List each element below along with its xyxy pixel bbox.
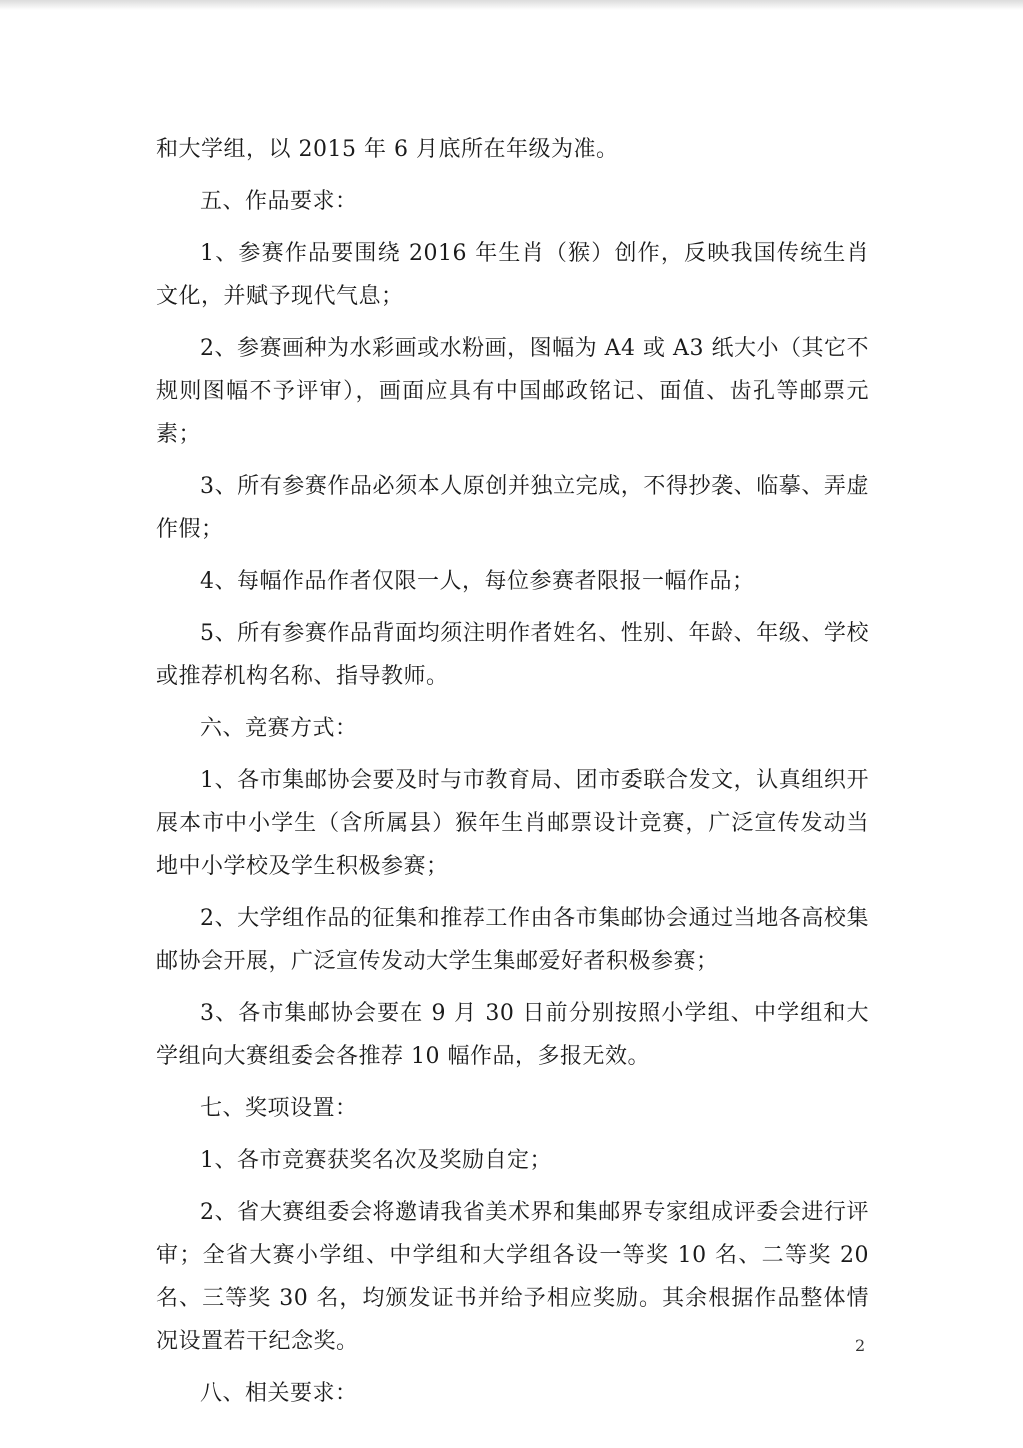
paragraph: 2、大学组作品的征集和推荐工作由各市集邮协会通过当地各高校集邮协会开展，广泛宣传发动大学生集邮爱好者积极参赛； — [156, 906, 869, 974]
paragraph: 1、各市竞赛获奖名次及奖励自定； — [200, 1148, 552, 1173]
paragraph: 1、参赛作品要围绕 2016 年生肖（猴）创作，反映我国传统生肖文化，并赋予现代气息； — [156, 241, 869, 309]
scan-top-edge — [0, 0, 1023, 10]
paragraph: 3、所有参赛作品必须本人原创并独立完成，不得抄袭、临摹、弄虚作假； — [156, 474, 869, 542]
paragraph: 5、所有参赛作品背面均须注明作者姓名、性别、年龄、年级、学校或推荐机构名称、指导教师。 — [156, 621, 869, 689]
section-heading: 五、作品要求： — [200, 189, 358, 214]
document-body — [156, 128, 869, 1424]
paragraph: 2、参赛画种为水彩画或水粉画，图幅为 A4 或 A3 纸大小（其它不规则图幅不予评审），画面应具有中国邮政铭记、面值、齿孔等邮票元素； — [156, 336, 869, 447]
paragraph: 3、各市集邮协会要在 9 月 30 日前分别按照小学组、中学组和大学组向大赛组委会各推荐 10 幅作品，多报无效。 — [156, 1001, 869, 1069]
paragraph: 1、各市集邮协会要及时与市教育局、团市委联合发文，认真组织开展本市中小学生（含所属县）猴年生肖邮票设计竞赛，广泛宣传发动当地中小学校及学生积极参赛； — [156, 768, 869, 879]
section-heading: 七、奖项设置： — [200, 1096, 358, 1121]
paragraph: 4、每幅作品作者仅限一人，每位参赛者限报一幅作品； — [200, 569, 755, 594]
paragraph: 和大学组，以 2015 年 6 月底所在年级为准。 — [156, 137, 619, 162]
section-heading: 六、竞赛方式： — [200, 716, 358, 741]
paragraph: 2、省大赛组委会将邀请我省美术界和集邮界专家组成评委会进行评审；全省大赛小学组、中学组和大学组各设一等奖 10 名、二等奖 20 名、三等奖 30 名，均颁发证书并给予相应奖励。其余根据作品整体情况设置若干纪念奖。 — [156, 1200, 869, 1354]
section-heading: 八、相关要求： — [200, 1381, 358, 1406]
page-number: 2 — [855, 1336, 866, 1355]
